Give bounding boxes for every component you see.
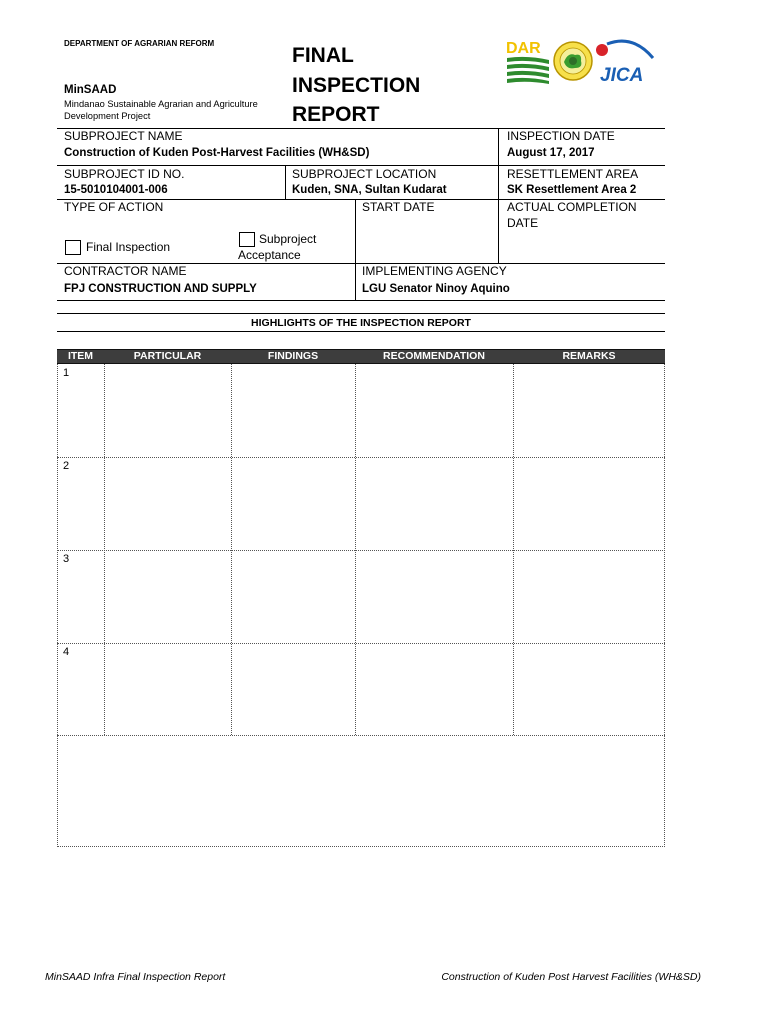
table-header [57, 349, 665, 364]
department-name: DEPARTMENT OF AGRARIAN REFORM [64, 39, 215, 48]
type-of-action-label: TYPE OF ACTION [64, 200, 164, 214]
implementing-agency-value: LGU Senator Ninoy Aquino [362, 283, 510, 295]
jica-logo-icon [596, 41, 653, 86]
row-item-4: 4 [63, 646, 70, 658]
col-header-recommendation: RECOMMENDATION [383, 350, 485, 362]
subproject-location-label: SUBPROJECT LOCATION [292, 167, 437, 181]
resettlement-area-label: RESETTLEMENT AREA [507, 167, 639, 181]
subproject-location-value: Kuden, SNA, Sultan Kudarat [292, 184, 447, 196]
row-item-3: 3 [63, 553, 70, 565]
jica-logo-text: JICA [600, 65, 644, 86]
final-inspection-option-label: Final Inspection [86, 240, 171, 254]
implementing-agency-label: IMPLEMENTING AGENCY [362, 264, 507, 278]
actual-completion-label-2: DATE [507, 216, 539, 230]
logos [505, 38, 655, 86]
subproject-option-label-2: Acceptance [238, 248, 301, 262]
info-grid [57, 128, 665, 301]
col-header-remarks: REMARKS [562, 350, 616, 362]
col-header-findings: FINDINGS [267, 350, 319, 362]
inspection-date-value: August 17, 2017 [507, 147, 595, 159]
org-name: MinSAAD [64, 84, 117, 96]
subproject-name-label: SUBPROJECT NAME [64, 129, 183, 143]
row-item-2: 2 [63, 460, 70, 472]
subproject-acceptance-checkbox[interactable] [239, 232, 255, 247]
highlights-title: HIGHLIGHTS OF THE INSPECTION REPORT [251, 317, 471, 329]
report-title [292, 41, 420, 130]
contractor-name-label: CONTRACTOR NAME [64, 264, 187, 278]
title-line-3: REPORT [292, 103, 380, 126]
title-line-1: FINAL [292, 44, 354, 67]
org-full-name: Mindanao Sustainable Agrarian and Agriculture Development Project [64, 99, 258, 121]
col-header-particular: PARTICULAR [133, 350, 202, 362]
resettlement-area-value: SK Resettlement Area 2 [507, 184, 637, 196]
subproject-id-label: SUBPROJECT ID NO. [64, 167, 185, 181]
row-item-1: 1 [63, 367, 70, 379]
contractor-name-value: FPJ CONSTRUCTION AND SUPPLY [64, 283, 257, 295]
start-date-label: START DATE [362, 200, 435, 214]
dar-logo-text: DAR [506, 40, 541, 57]
seal-icon [554, 42, 592, 80]
subproject-name-value: Construction of Kuden Post-Harvest Facilities (WH&SD) [64, 147, 370, 159]
title-line-2: INSPECTION [292, 73, 421, 97]
footer-right: Construction of Kuden Post Harvest Facilities (WH&SD) [441, 971, 701, 983]
highlights-top-rule [57, 313, 665, 314]
actual-completion-label-1: ACTUAL COMPLETION [507, 200, 637, 214]
findings-table [57, 349, 665, 847]
dar-logo-icon [505, 38, 655, 86]
final-inspection-checkbox[interactable] [65, 240, 81, 255]
subproject-option-label-1: Subproject [259, 232, 317, 246]
col-header-item: ITEM [67, 350, 94, 362]
inspection-date-label: INSPECTION DATE [507, 129, 615, 143]
footer-left: MinSAAD Infra Final Inspection Report [45, 971, 226, 983]
highlights-bottom-rule [57, 331, 665, 332]
subproject-id-value: 15-5010104001-006 [64, 184, 168, 196]
